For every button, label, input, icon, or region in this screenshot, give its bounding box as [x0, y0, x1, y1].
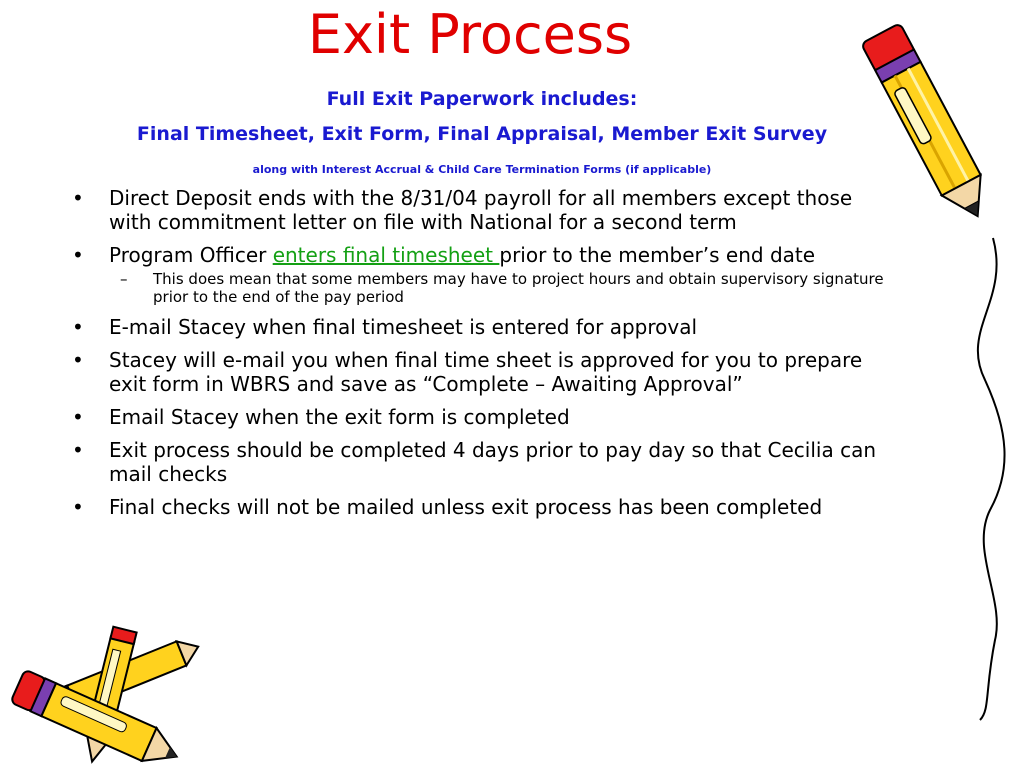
bullet-dot-icon: •	[72, 438, 84, 462]
bullet-text: Stacey will e-mail you when final time sheet is approved for you to prepare exit form in WBRS and save as “Complete – Awaiting Approval”	[109, 348, 863, 396]
bullet-dot-icon: •	[72, 186, 84, 210]
bullet-dot-icon: •	[72, 348, 84, 372]
bullet-item-direct-deposit	[72, 186, 887, 234]
bullet-text: Email Stacey when the exit form is completed	[109, 405, 570, 429]
bullet-text-before-link: Program Officer	[109, 243, 273, 267]
subtitle-paperwork-heading: Full Exit Paperwork includes:	[326, 88, 638, 110]
bullet-item-exit-form-completed	[72, 405, 887, 429]
bullet-text: Exit process should be completed 4 days prior to pay day so that Cecilia can mail checks	[109, 438, 877, 486]
bullet-text: Final checks will not be mailed unless exit process has been completed	[109, 495, 823, 519]
bullet-item-exit-deadline	[72, 438, 887, 486]
sub-bullet-text: This does mean that some members may have to project hours and obtain supervisory signature prior to the end of the pay period	[153, 270, 884, 306]
bullet-dot-icon: •	[72, 495, 84, 519]
slide-title: Exit Process	[307, 3, 633, 66]
bullet-dot-icon: •	[72, 405, 84, 429]
bullet-text: Direct Deposit ends with the 8/31/04 payroll for all members except those with commitment letter on file with National for a second term	[109, 186, 853, 234]
bullet-text: E-mail Stacey when final timesheet is entered for approval	[109, 315, 698, 339]
sub-bullet-dash-icon: –	[120, 270, 128, 288]
pencil-clipart-bottom-left	[0, 618, 210, 768]
bullet-item-program-officer	[72, 243, 887, 267]
bullet-dot-icon: •	[72, 243, 84, 267]
bullet-list	[72, 186, 887, 528]
subtitle-additional-forms: along with Interest Accrual & Child Care Termination Forms (if applicable)	[252, 163, 712, 176]
bullet-item-stacey-approval	[72, 348, 887, 396]
enters-final-timesheet-link[interactable]: enters final timesheet	[272, 243, 500, 267]
sub-bullet-item-project-hours	[72, 270, 887, 306]
bullet-dot-icon: •	[72, 315, 84, 339]
subtitle-paperwork-list: Final Timesheet, Exit Form, Final Appraisal, Member Exit Survey	[136, 123, 828, 145]
bullet-text-after-link: prior to the member’s end date	[499, 243, 816, 267]
bullet-item-final-checks	[72, 495, 887, 519]
bullet-item-email-stacey-timesheet	[72, 315, 887, 339]
